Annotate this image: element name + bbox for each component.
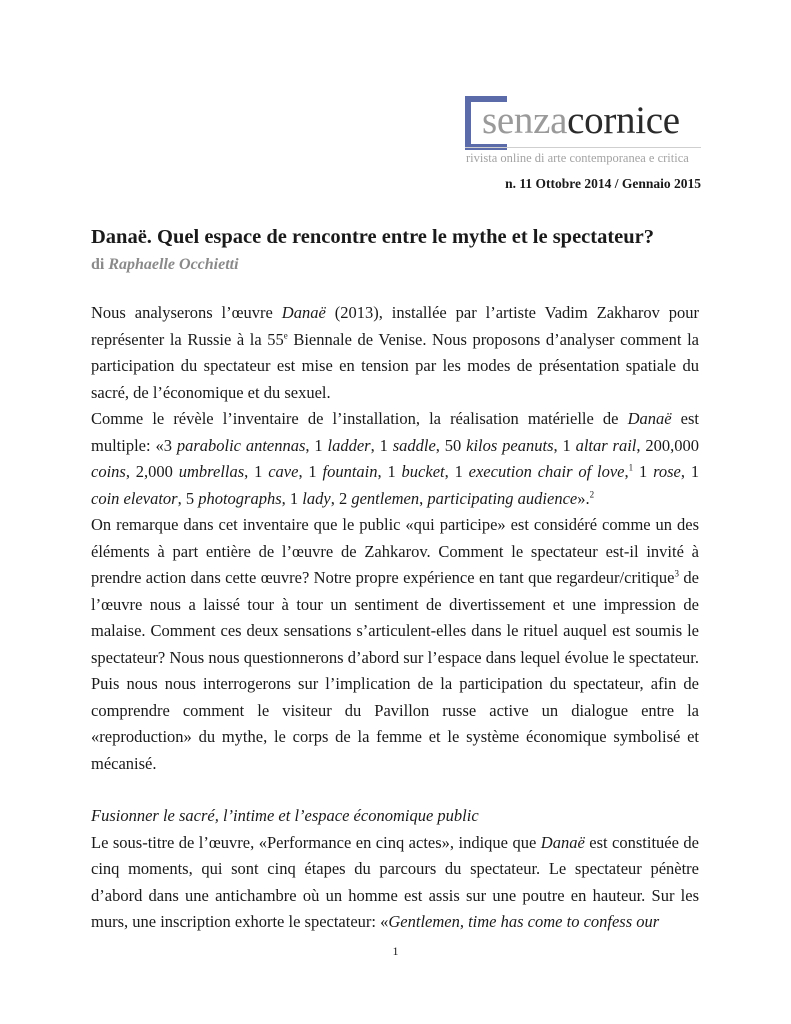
section-heading <box>91 803 699 830</box>
text-run: , 5 <box>177 488 199 508</box>
inventory-item: lady <box>302 488 331 508</box>
paragraph-intro <box>91 300 699 406</box>
text-run: , 2,000 <box>125 462 179 481</box>
inventory-item: fountain <box>322 462 378 481</box>
work-title: Danaë <box>281 303 326 322</box>
tagline-divider <box>465 147 701 148</box>
paragraph-inventory: Comme le révèle l’inventaire de l’installation, la réalisation matérielle de Danaë est multiple: «3 parabolic antennas, 1 ladder, 1 saddle, 50 kilos peanuts, 1 altar rail, 200,000 coins, 2,000 umbrellas, 1 cave, 1 fountain, 1 bucket, 1 execution chair of love,$^1$ 1 rose, 1 coin elevator, 5 photographs, 1 lady, 2 gentlemen, participating audience».$^2$ <box>91 409 700 508</box>
section-heading-text: Fusionner le sacré, l’intime et l’espace économique public <box>91 806 479 825</box>
text-run: de l’œuvre nous a laissé tour à tour un sentiment de divertissement et une impression de malaise. Comment ces deux sensations s’articulent-elles dans le rituel auquel est soumis le spectateur? Nous nous questionnerons d’abord sur l’espace dans lequel évolue le spectateur. Puis nous nous interrogerons sur l’implication de la participation du spectateur, afin de comprendre comment le visiteur du Pavillon russe active un dialogue entre la «reproduction» du mythe, le corps de la femme et le système économique symbolisé et mécanisé. <box>91 568 699 773</box>
text-run: , 1 <box>281 488 303 508</box>
text-run: , 1 <box>444 462 469 481</box>
paragraph-questions <box>91 512 699 777</box>
text-run: , 2 <box>330 488 352 508</box>
inventory-item: cave <box>268 462 299 481</box>
inventory-item: coins <box>91 462 126 481</box>
inventory-item: gentlemen <box>351 488 420 508</box>
footnote-ref-2[interactable]: 2 <box>589 489 595 499</box>
brand-light: senza <box>482 99 568 142</box>
text-run: , 50 <box>435 435 467 455</box>
text-run: Biennale de Venise. Nous proposons d’analyser comment la participation du spectateur est mise en tension par les modes de présentation spatiale du sacré, de l’économique et du sexuel. <box>91 329 699 402</box>
text-run: Le sous-titre de l’œuvre, «Performance en cinq actes», indique que <box>91 832 541 852</box>
inventory-item: kilos peanuts <box>466 435 554 455</box>
text-run: , 1 <box>298 462 323 481</box>
page-number: 1 <box>392 944 399 958</box>
text-run: , 200,000 <box>636 435 699 455</box>
text-run: ». <box>577 488 590 508</box>
inventory-item: umbrellas <box>178 462 245 481</box>
text-run: est constituée de cinq moments, qui sont cinq étapes du parcours du spectateur. Le spectateur pénètre d’abord dans une antichambre où un homme est assis sur une poutre en hauteur. Sur les murs, une inscription exhorte le spectateur: « <box>91 832 700 931</box>
footnote-ref-1[interactable]: 1 <box>628 462 634 473</box>
inventory-item: rose <box>653 462 681 481</box>
quoted-inscription: Gentlemen, time has come to confess our <box>388 912 660 931</box>
work-title: Danaë <box>540 832 585 852</box>
text-run: , 1 <box>370 435 393 455</box>
inventory-item: bucket <box>401 462 445 481</box>
text-run: , 1 <box>377 462 402 481</box>
brand-dark: cornice <box>567 99 680 142</box>
text-run: , 1 <box>553 435 576 455</box>
inventory-item: saddle <box>392 435 436 455</box>
inventory-item: parabolic antennas <box>176 435 306 455</box>
text-run: est multiple: «3 <box>91 409 699 455</box>
text-run: , 1 <box>244 462 269 481</box>
work-title: Danaë <box>627 409 672 428</box>
inventory-item: altar rail <box>575 435 637 455</box>
inventory-item: photographs <box>198 488 282 508</box>
text-run: Comme le révèle l’inventaire de l’installation, la réalisation matérielle de <box>91 409 628 428</box>
article-body <box>91 300 699 936</box>
inventory-item: execution chair of love <box>468 462 625 481</box>
text-run: 1 <box>633 462 654 481</box>
issue-number: n. 11 Ottobre 2014 / Gennaio 2015 <box>505 176 701 191</box>
text-run: (2013), installée par l’artiste Vadim Zakharov pour représenter la Russie à la 55 <box>91 303 699 349</box>
byline-prefix: di <box>91 256 109 273</box>
inventory-item: coin elevator <box>91 488 178 508</box>
brand-name <box>482 96 680 146</box>
footnote-ref-3[interactable]: 3 <box>674 568 680 579</box>
paragraph-performance <box>91 830 699 936</box>
author-name: Raphaelle Occhietti <box>108 256 239 273</box>
text-run: , <box>419 488 428 508</box>
text-run: On remarque dans cet inventaire que le public «qui participe» est considéré comme un des éléments à part entière de l’œuvre de Zahkarov. Comment le spectateur est-il invité à prendre action dans cette œuvre? Notre propre expérience en tant que regardeur/critique <box>91 515 699 587</box>
text-run: , 1 <box>305 435 328 455</box>
byline <box>91 256 239 274</box>
text-run: Nous analyserons l’œuvre <box>91 303 282 322</box>
tagline: rivista online di arte contemporanea e critica <box>466 151 689 165</box>
inventory-item: ladder <box>327 435 371 455</box>
inventory-item: participating audience <box>427 488 578 508</box>
superscript: e <box>283 330 288 340</box>
article-title: Danaë. Quel espace de rencontre entre le mythe et le spectateur? <box>91 226 655 248</box>
text-run: , 1 <box>680 462 700 481</box>
